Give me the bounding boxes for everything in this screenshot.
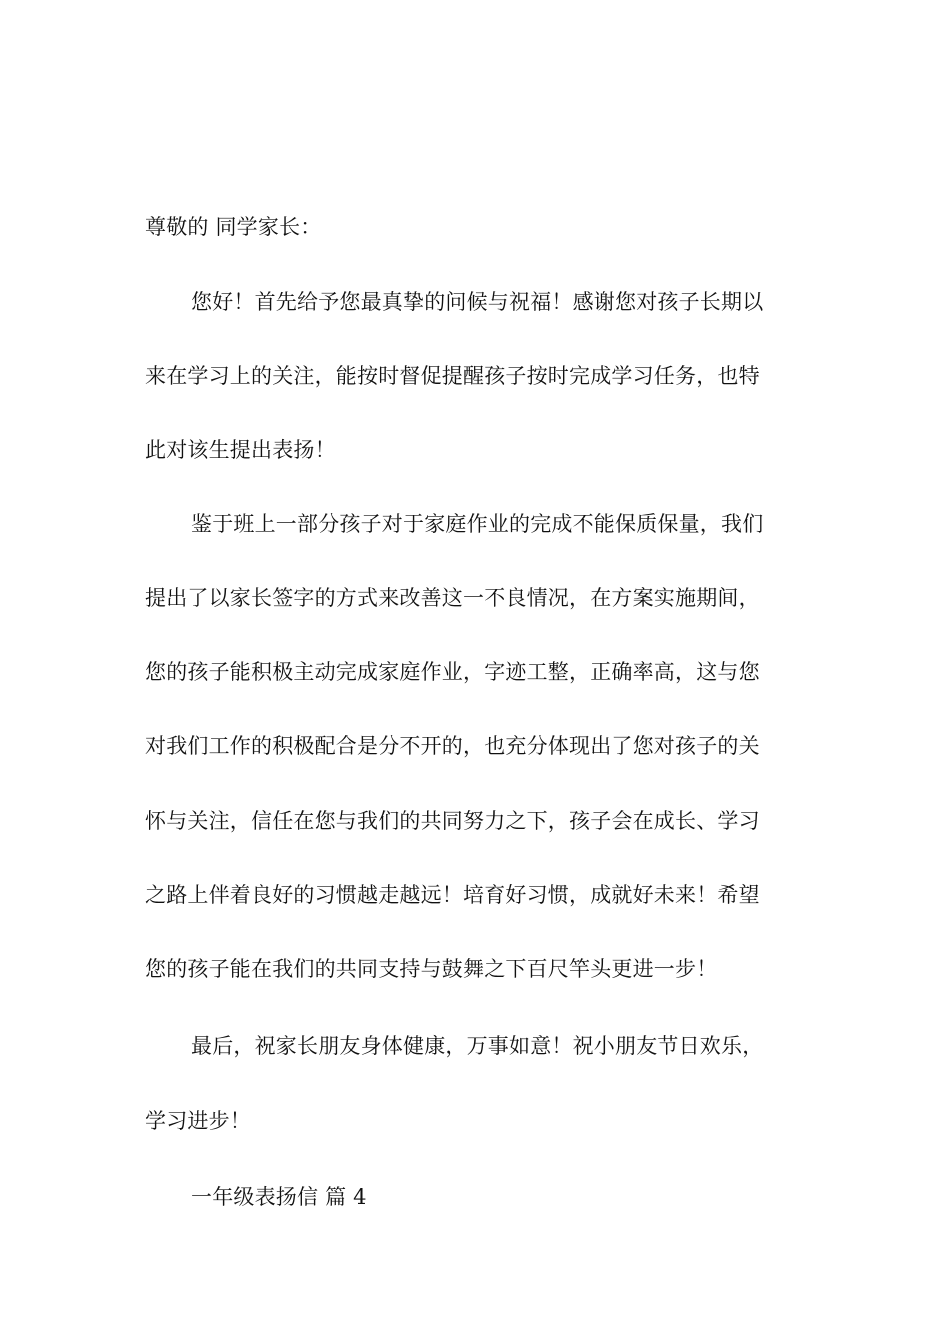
salutation: 尊敬的 同学家长： (145, 215, 322, 239)
paragraph-2-line-1: 鉴于班上一部分孩子对于家庭作业的完成不能保质保量，我们 (191, 512, 764, 536)
paragraph-2-line-7: 您的孩子能在我们的共同支持与鼓舞之下百尺竿头更进一步！ (145, 957, 718, 981)
paragraph-2-line-6: 之路上伴着良好的习惯越走越远！培育好习惯，成就好未来！希望 (145, 883, 760, 907)
paragraph-1-line-2: 来在学习上的关注，能按时督促提醒孩子按时完成学习任务，也特 (145, 364, 760, 388)
paragraph-3-line-2: 学习进步！ (145, 1109, 251, 1133)
paragraph-1-line-3: 此对该生提出表扬！ (145, 438, 336, 462)
paragraph-2-line-4: 对我们工作的积极配合是分不开的，也充分体现出了您对孩子的关 (145, 734, 760, 758)
paragraph-2-line-3: 您的孩子能积极主动完成家庭作业，字迹工整，正确率高，这与您 (145, 660, 760, 684)
paragraph-2-line-2: 提出了以家长签字的方式来改善这一不良情况，在方案实施期间， (145, 586, 760, 610)
paragraph-1-line-1: 您好！首先给予您最真挚的问候与祝福！感谢您对孩子长期以 (191, 290, 764, 314)
paragraph-3-line-1: 最后，祝家长朋友身体健康，万事如意！祝小朋友节日欢乐， (191, 1034, 764, 1058)
paragraph-2-line-5: 怀与关注，信任在您与我们的共同努力之下，孩子会在成长、学习 (145, 809, 760, 833)
section-heading: 一年级表扬信 篇 4 (191, 1185, 367, 1209)
